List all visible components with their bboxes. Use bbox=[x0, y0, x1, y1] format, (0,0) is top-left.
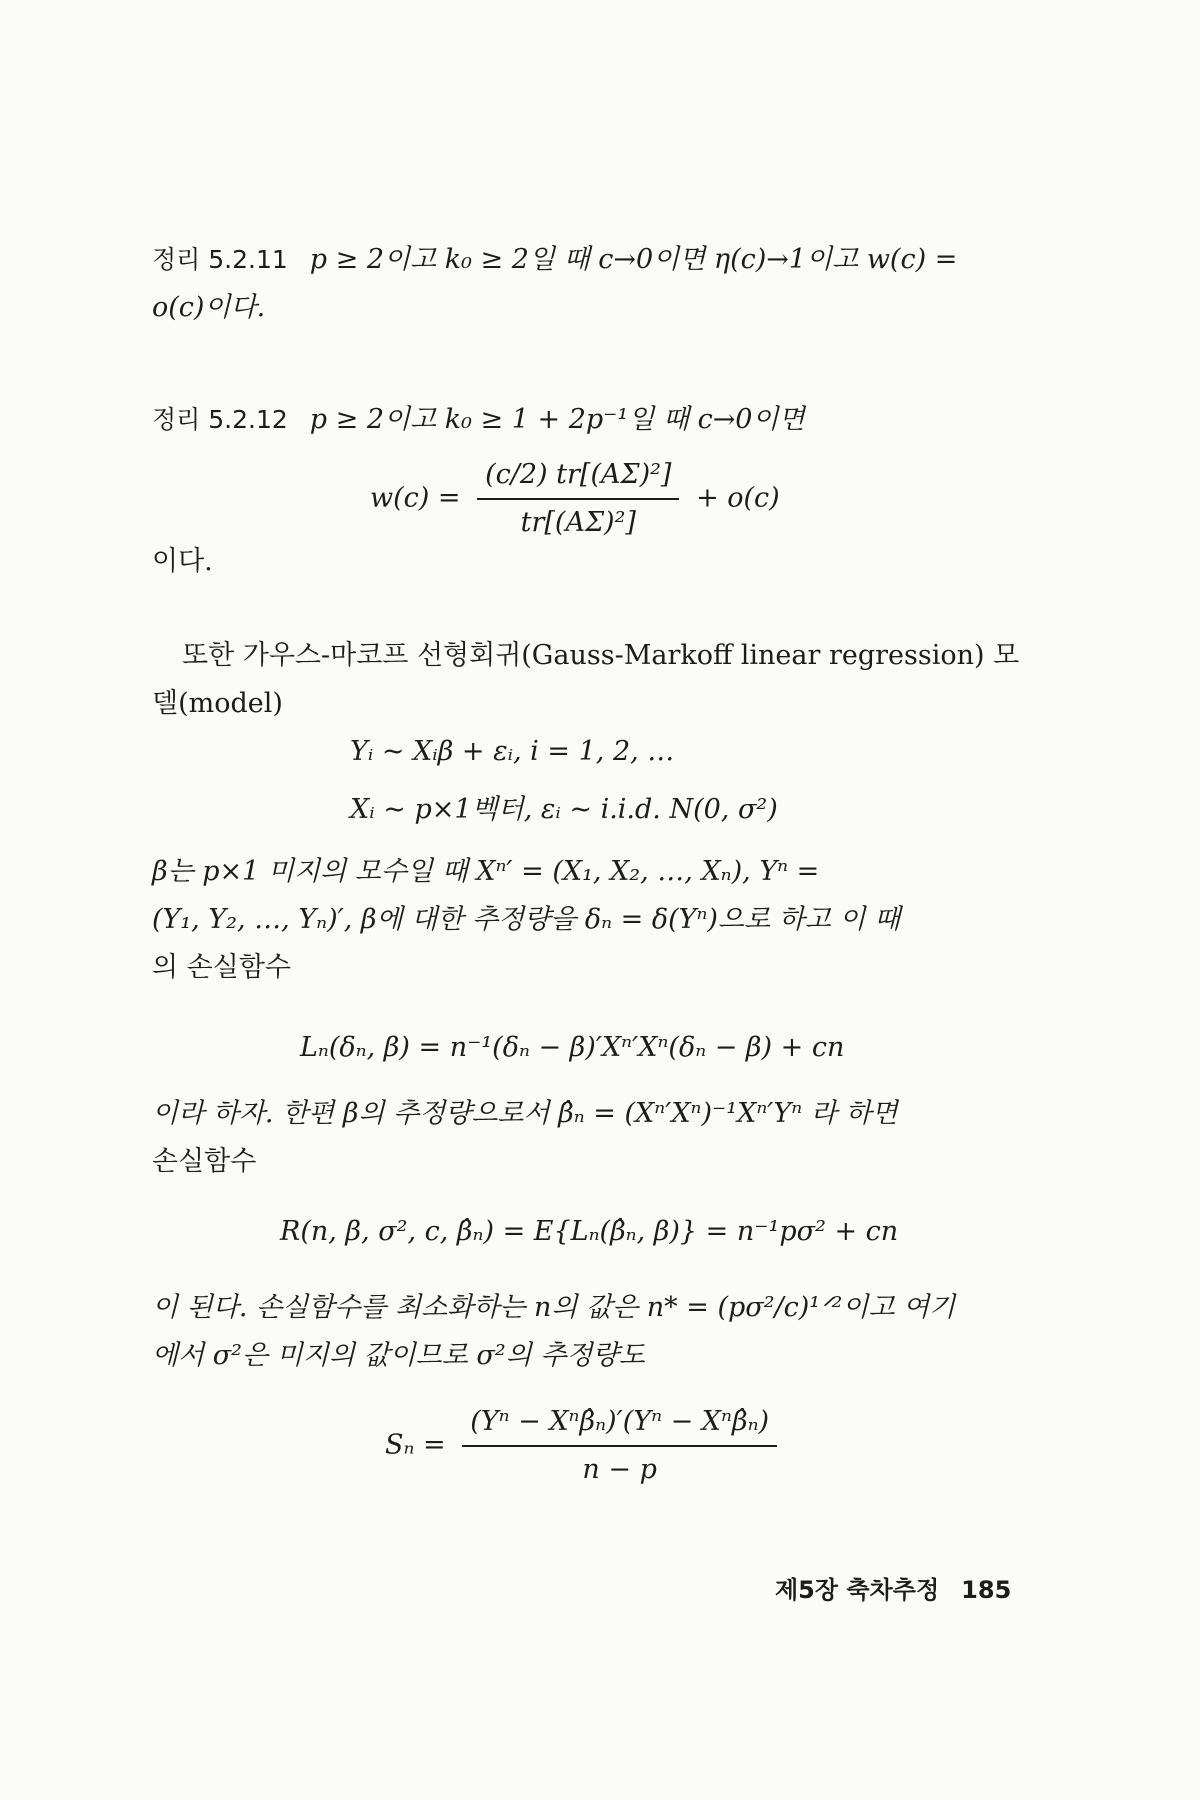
fraction bbox=[477, 455, 679, 543]
fraction-numerator: (c/2) tr[(AΣ)²] bbox=[477, 455, 679, 500]
closing-text: 이다. bbox=[152, 546, 213, 577]
equation-lhs: w(c) = bbox=[370, 482, 461, 514]
regression-paragraph-4 bbox=[152, 1284, 1052, 1380]
theorem-statement-cont: o(c)이다. bbox=[152, 292, 266, 323]
para-line: 에서 σ²은 미지의 값이므로 σ²의 추정량도 bbox=[152, 1340, 645, 1371]
para-line: 또한 가우스-마코프 선형회귀(Gauss-Markoff linear regression) 모 bbox=[182, 640, 1020, 671]
theorem-5-2-11 bbox=[152, 236, 1052, 332]
sn-estimator-equation bbox=[385, 1402, 785, 1490]
model-equation-2: Xᵢ ~ p×1벡터, εᵢ ~ i.i.d. N(0, σ²) bbox=[350, 794, 778, 825]
equation-w-of-c bbox=[370, 455, 780, 543]
fraction-denominator: n − p bbox=[582, 1454, 657, 1485]
theorem-label: 정리 5.2.11 bbox=[152, 245, 288, 274]
page-footer bbox=[775, 1570, 1011, 1605]
page-number: 185 bbox=[961, 1576, 1012, 1604]
theorem-statement: p ≥ 2이고 k₀ ≥ 2일 때 c→0이면 η(c)→1이고 w(c) = bbox=[309, 244, 958, 275]
chapter-title: 제5장 축차추정 bbox=[775, 1576, 940, 1604]
risk-equation: R(n, β, σ², c, β̂ₙ) = E{Lₙ(β̂ₙ, β)} = n⁻¹pσ² + cn bbox=[280, 1216, 899, 1247]
para-line: 이 된다. 손실함수를 최소화하는 n의 값은 n* = (pσ²/c)¹ᐟ²이고 여기 bbox=[152, 1292, 956, 1323]
fraction-denominator: tr[(AΣ)²] bbox=[520, 507, 636, 538]
fraction-numerator: (Yⁿ − Xⁿβ̂ₙ)′(Yⁿ − Xⁿβ̂ₙ) bbox=[462, 1402, 777, 1447]
equation-lhs: Sₙ = bbox=[385, 1429, 446, 1461]
para-line: 의 손실함수 bbox=[152, 952, 291, 983]
loss-function-equation: Lₙ(δₙ, β) = n⁻¹(δₙ − β)′Xⁿ′Xⁿ(δₙ − β) + cn bbox=[300, 1032, 845, 1063]
model-equation-1: Yᵢ ~ Xᵢβ + εᵢ, i = 1, 2, … bbox=[350, 736, 675, 767]
regression-paragraph-2 bbox=[152, 848, 1052, 992]
equation-rhs: + o(c) bbox=[696, 482, 780, 514]
para-line: 손실함수 bbox=[152, 1146, 257, 1177]
theorem-5-2-12 bbox=[152, 396, 1052, 444]
theorem-statement: p ≥ 2이고 k₀ ≥ 1 + 2p⁻¹일 때 c→0이면 bbox=[309, 404, 805, 435]
para-line: 델(model) bbox=[152, 688, 283, 719]
para-line: (Y₁, Y₂, …, Yₙ)′, β에 대한 추정량을 δₙ = δ(Yⁿ)으로 하고 이 때 bbox=[152, 904, 901, 935]
regression-paragraph-3 bbox=[152, 1090, 1052, 1186]
para-line: 이라 하자. 한편 β의 추정량으로서 β̂ₙ = (Xⁿ′Xⁿ)⁻¹Xⁿ′Yⁿ 라 하면 bbox=[152, 1098, 898, 1129]
fraction bbox=[462, 1402, 777, 1490]
theorem-closing bbox=[152, 538, 1052, 586]
para-line: β는 p×1 미지의 모수일 때 Xⁿ′ = (X₁, X₂, …, Xₙ), Yⁿ = bbox=[152, 856, 820, 887]
theorem-label: 정리 5.2.12 bbox=[152, 405, 288, 434]
regression-paragraph bbox=[152, 632, 1052, 728]
